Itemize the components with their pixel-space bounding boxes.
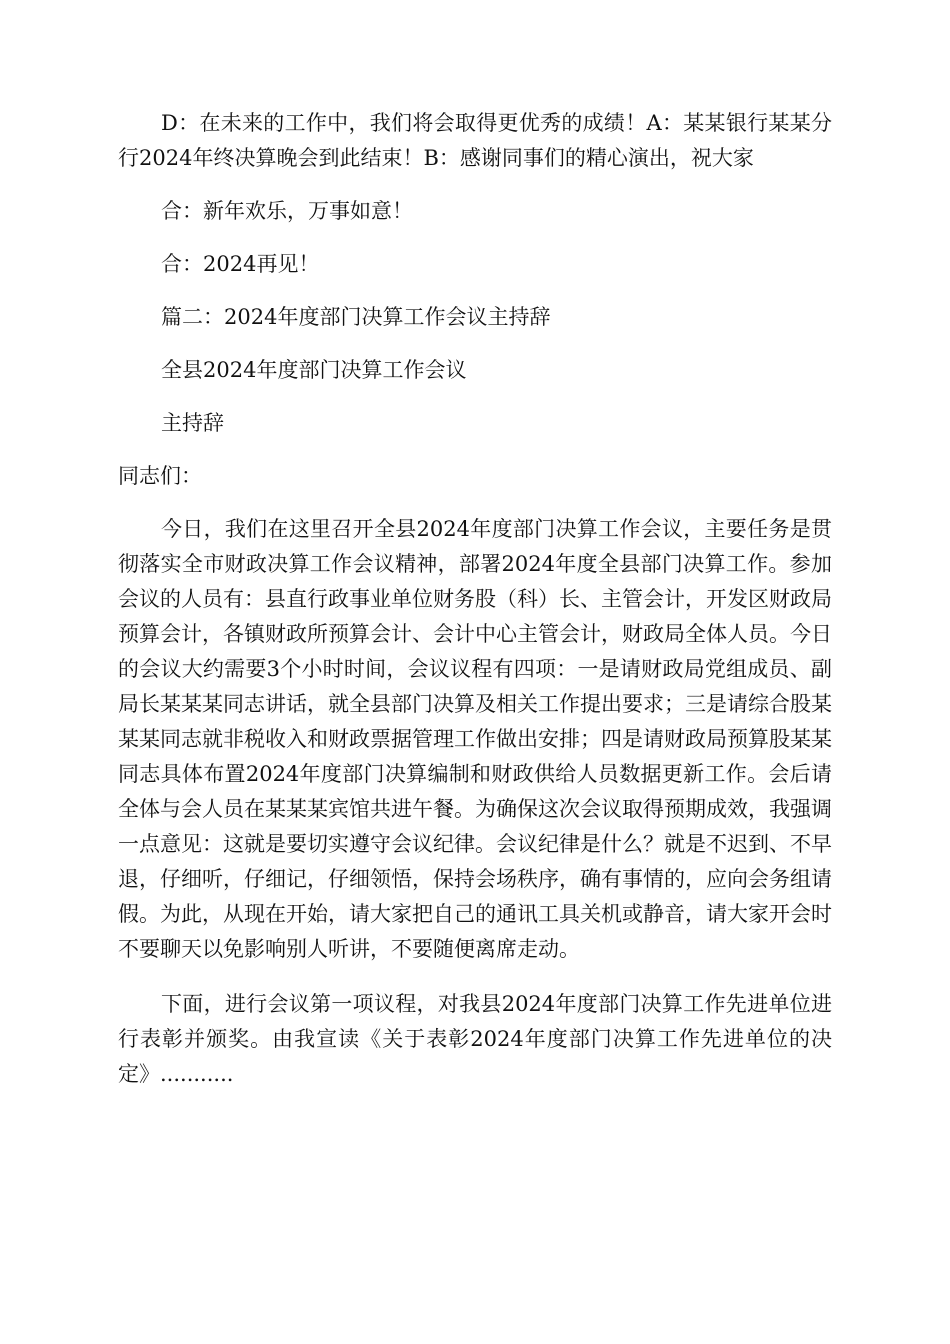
salutation: 同志们：: [118, 464, 202, 488]
paragraph-closing-lines: D：在未来的工作中，我们将会取得更优秀的成绩！A：某某银行某某分行2024年终决算晚会到此结束！B：感谢同事们的精心演出，祝大家: [118, 111, 832, 170]
paragraph-first-agenda: 下面，进行会议第一项议程，对我县2024年度部门决算工作先进单位进行表彰并颁奖。由我宣读《关于表彰2024年度部门决算工作先进单位的决定》...........: [118, 992, 832, 1086]
meeting-title: 全县2024年度部门决算工作会议: [161, 358, 467, 382]
paragraph-together-farewell: 合：2024再见！: [161, 252, 320, 276]
paragraph-together-greeting: 合：新年欢乐，万事如意！: [161, 199, 413, 223]
meeting-subtitle: 主持辞: [161, 411, 224, 435]
paragraph-opening-remarks: 今日，我们在这里召开全县2024年度部门决算工作会议，主要任务是贯彻落实全市财政决算工作会议精神，部署2024年度全县部门决算工作。参加会议的人员有：县直行政事业单位财务股（科）长、主管会计，开发区财政局预算会计，各镇财政所预算会计、会计中心主管会计，财政局全体人员。今日的会议大约需要3个小时时间，会议议程有四项：一是请财政局党组成员、副局长某某某同志讲话，就全县部门决算及相关工作提出要求；三是请综合股某某某同志就非税收入和财政票据管理工作做出安排；四是请财政局预算股某某同志具体布置2024年度部门决算编制和财政供给人员数据更新工作。会后请全体与会人员在某某某宾馆共进午餐。为确保这次会议取得预期成效，我强调一点意见：这就是要切实遵守会议纪律。会议纪律是什么？就是不迟到、不早退，仔细听，仔细记，仔细领悟，保持会场秩序，确有事情的，应向会务组请假。为此，从现在开始，请大家把自己的通讯工具关机或静音，请大家开会时不要聊天以免影响别人听讲，不要随便离席走动。: [118, 517, 832, 961]
section-title: 篇二：2024年度部门决算工作会议主持辞: [161, 305, 551, 329]
document-page: [118, 106, 832, 1092]
